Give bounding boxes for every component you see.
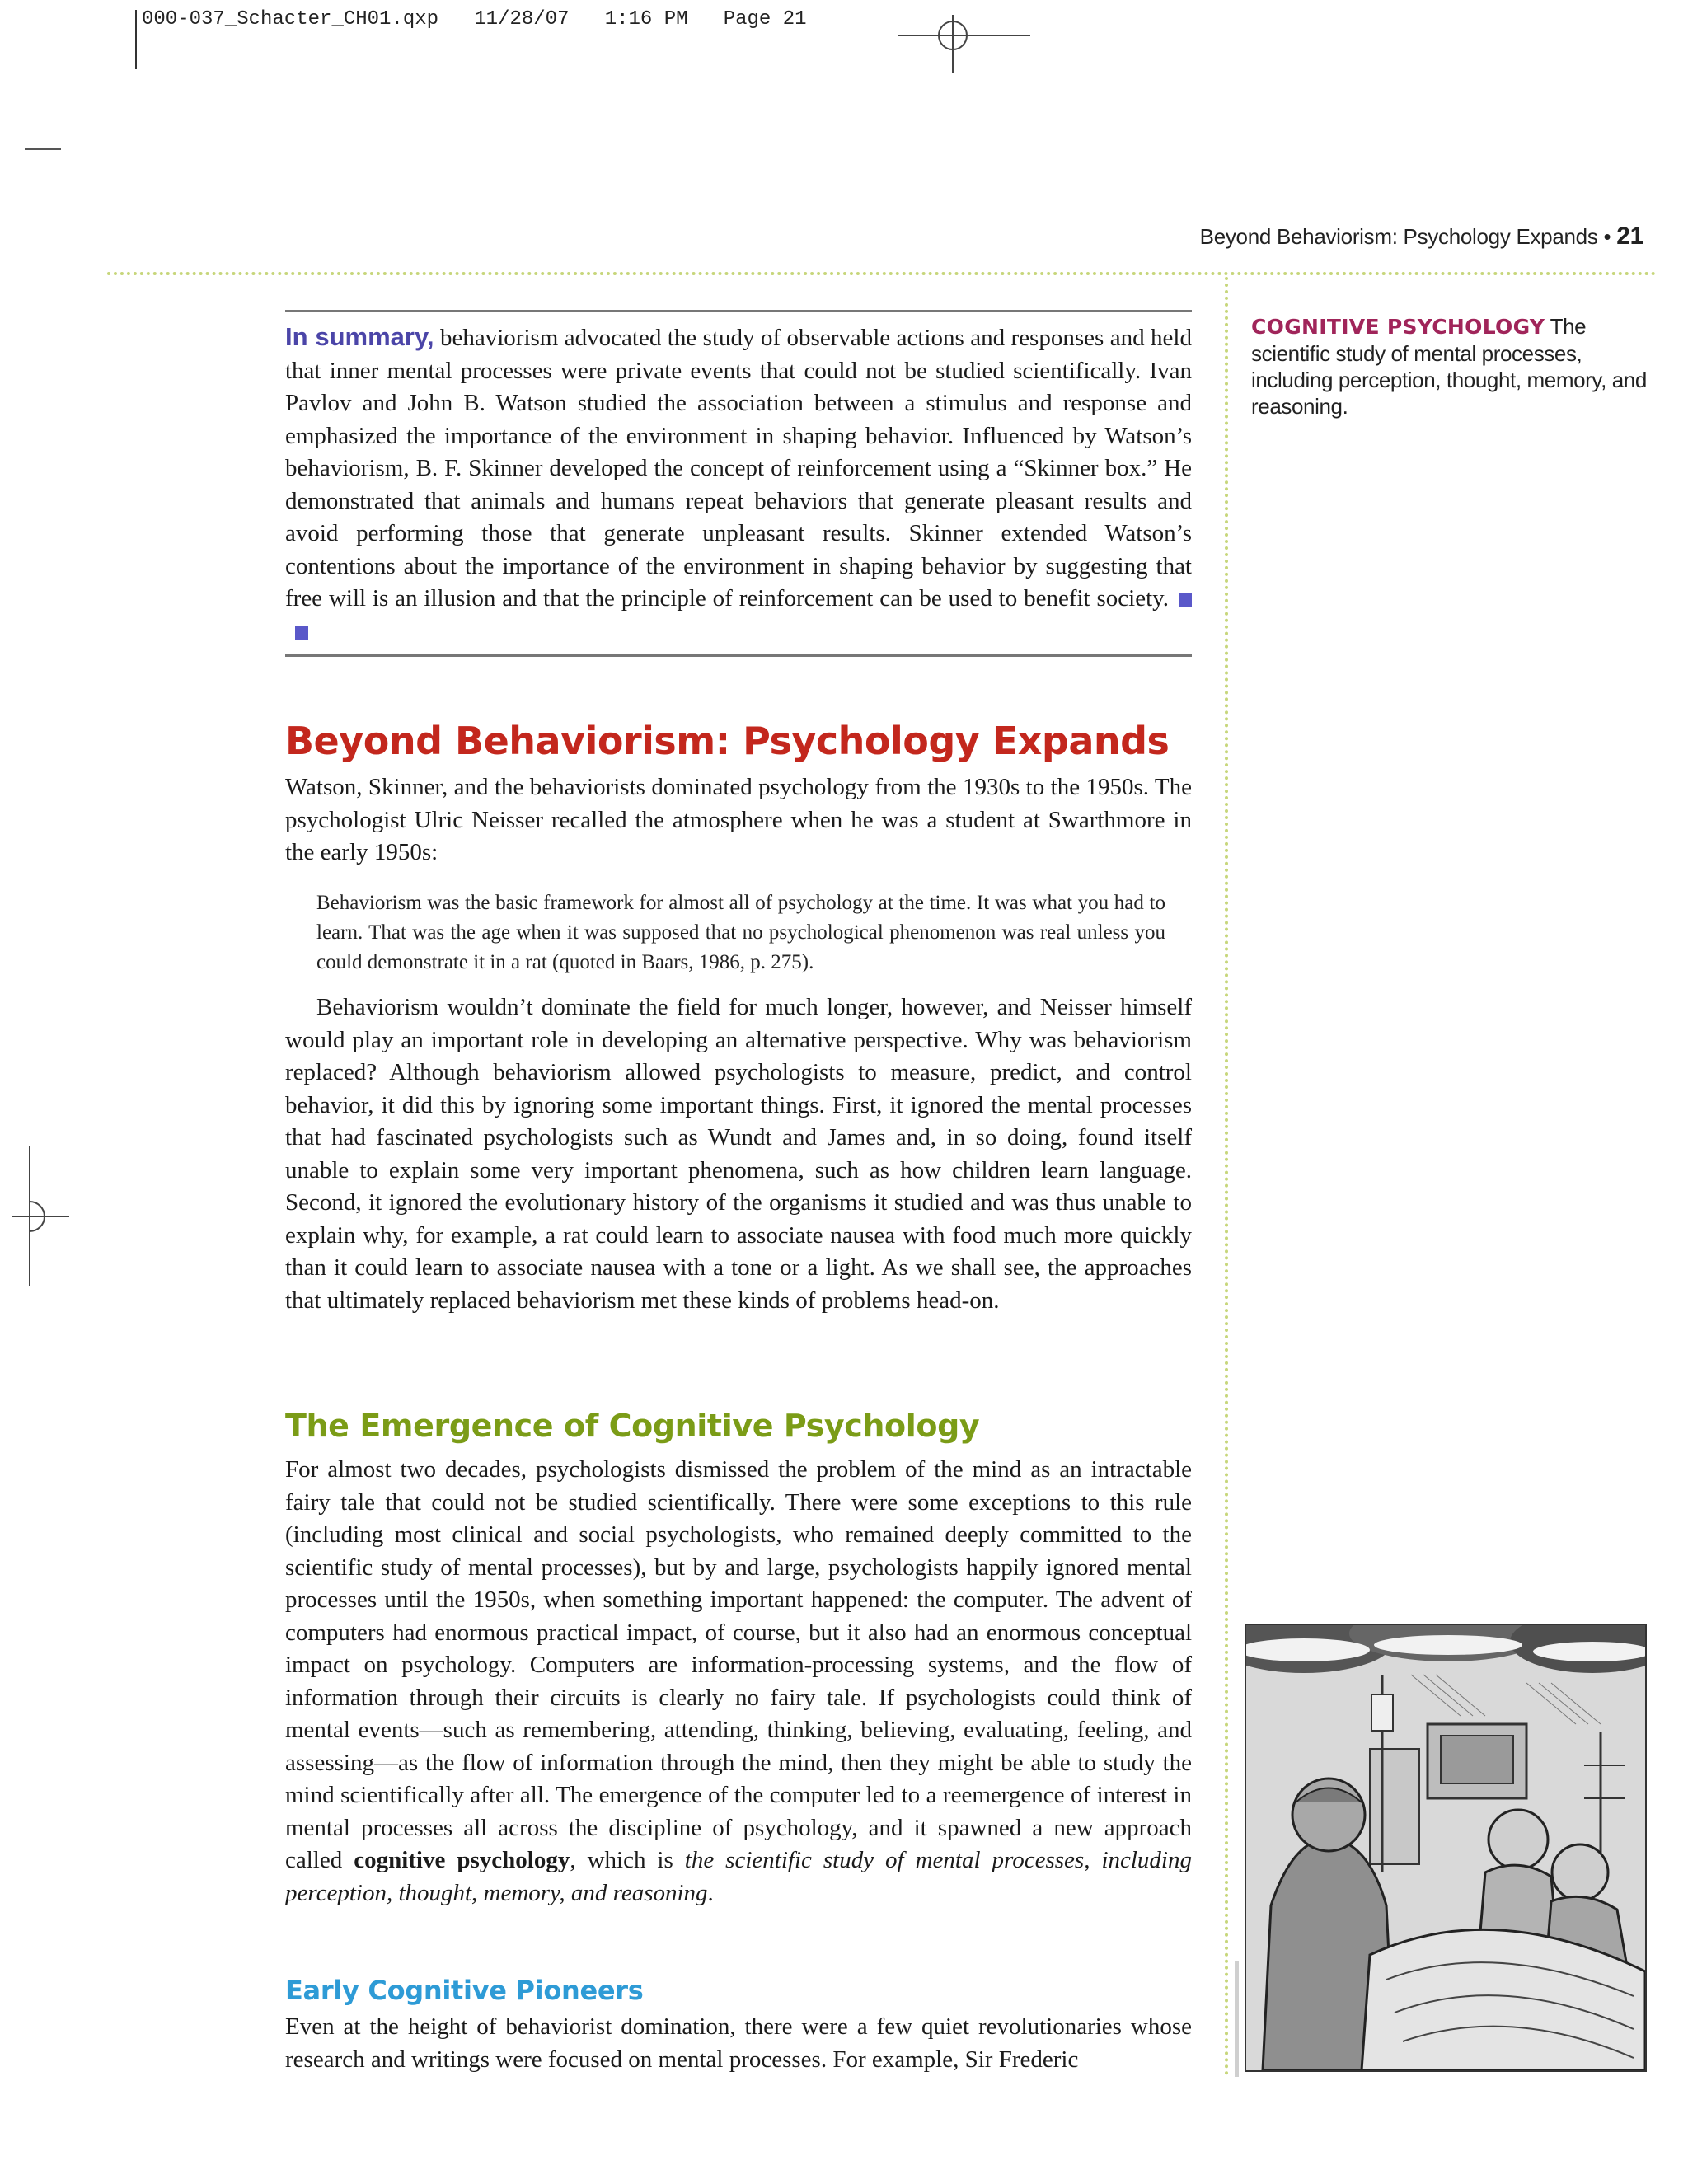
registration-mark-left	[12, 1146, 69, 1286]
summary-lead: In summary,	[285, 322, 434, 351]
dotted-header-rule	[107, 272, 1657, 275]
cartoon-illustration	[1245, 1624, 1647, 2072]
paragraph-behaviorism-replaced: Behaviorism wouldn’t dominate the field for much longer, however, and Neisser himself would play an important role in developing an alternative perspective. Why was behaviorism replaced? Although behaviorism allowed psychologists to measure, predict, and control behavior, it did this by ignoring some important things. First, it ignored the mental processes that had fascinated psychologists such as Wundt and James and, in so doing, found itself unable to explain some very important phenomena, such as how children learn language. Second, it ignored the evolutionary history of the organisms it studied and was thus unable to explain why, for example, a rat could learn to associate nausea with food much more quickly than it could learn to associate nausea with a tone or a light. As we shall see, the approaches that ultimately replaced behaviorism met these kinds of problems head-on.	[285, 994, 1192, 1314]
running-head	[1200, 223, 1643, 251]
paragraph-clip	[285, 2011, 1192, 2082]
glossary-definition-text: The scientific study of mental processes, including perception, thought, memory, and reasoning.	[1251, 314, 1647, 419]
paragraph-text: , which is	[570, 1847, 685, 1873]
key-term-cognitive-psychology: cognitive psychology	[354, 1847, 570, 1873]
paragraph-text: For almost two decades, psychologists dismissed the problem of the mind as an intractable fairy tale that could not be studied scientifically. There were some exceptions to this rule (including most clinical and social psychologists, who remained deeply committed to the scientific study of mental processes), but by and large, psychologists happily ignored mental processes until the 1950s, when something important happened: the computer. The advent of computers had enormous practical impact, of course, but it also had an enormous conceptual impact on psychology. Computers are information-processing systems, and the flow of information through their circuits is clearly no fairy tale. If psychologists could think of mental events—such as remembering, attending, thinking, believing, evaluating, feeling, and assessing—as the flow of information through the mind, then they might be able to study the mind scientifically after all. The emergence of the computer led to a reemergence of interest in mental processes all across the discipline of psychology, and it spawned a new approach called	[285, 1456, 1192, 1873]
key-term-definition: the scientific study of mental processes, including perception, thought, memory, and reasoning	[285, 1847, 1192, 1906]
cartoon-credit-mark	[1231, 1961, 1243, 2077]
paragraph-early-pioneers: Even at the height of behaviorist domination, there were a few quiet revolutionaries whose research and writings were focused on mental processes. For example, Sir Frederic	[285, 2013, 1192, 2073]
slug-rule	[135, 10, 137, 69]
crop-mark-dash	[25, 148, 61, 150]
summary-box	[285, 310, 1192, 657]
glossary-definition	[1251, 313, 1655, 419]
paragraph-neisser-intro: Watson, Skinner, and the behaviorists dominated psychology from the 1930s to the 1950s. The psychologist Ulric Neisser recalled the atmosphere when he was a student at Swarthmore in the early 1950s:	[285, 774, 1192, 865]
end-square-icon	[295, 626, 308, 640]
block-quote-neisser: Behaviorism was the basic framework for almost all of psychology at the time. It was what you had to learn. That was the age when it was supposed that no psychological phenomenon was real unless you could demonstrate it in a rat (quoted in Baars, 1986, p. 275).	[316, 892, 1165, 973]
page-number: 21	[1616, 223, 1643, 250]
running-head-bullet: •	[1603, 224, 1611, 249]
summary-text: behaviorism advocated the study of observable actions and responses and held that inner mental processes were private events that could not be studied scientifically. Ivan Pavlov and John B. Watson studied the association between a stimulus and response and emphasized the importance of the environment in shaping behavior. Influenced by Watson’s behaviorism, B. F. Skinner developed the concept of reinforcement using a “Skinner box.” He demonstrated that animals and humans repeat behaviors that generate pleasant results and avoid performing those that generate unpleasant results. Skinner extended Watson’s contentions about the importance of the environment in shaping behavior by suggesting that free will is an illusion and that the principle of reinforcement can be used to benefit society.	[285, 325, 1192, 612]
dotted-column-rule	[1225, 277, 1228, 2077]
section-heading-early-pioneers: Early Cognitive Pioneers	[285, 1975, 644, 2006]
section-heading-cognitive-psychology: The Emergence of Cognitive Psychology	[285, 1408, 980, 1444]
paragraph-text: .	[707, 1879, 714, 1906]
registration-mark-top	[898, 15, 1030, 73]
glossary-term: COGNITIVE PSYCHOLOGY	[1251, 315, 1545, 339]
printer-slug: 000-037_Schacter_CH01.qxp 11/28/07 1:16 PM Page 21	[142, 8, 807, 30]
running-head-title: Beyond Behaviorism: Psychology Expands	[1199, 224, 1598, 249]
paragraph-cognitive-emergence	[285, 1454, 1192, 1910]
end-square-icon	[1179, 593, 1192, 607]
section-heading-beyond-behaviorism: Beyond Behaviorism: Psychology Expands	[285, 719, 1170, 763]
